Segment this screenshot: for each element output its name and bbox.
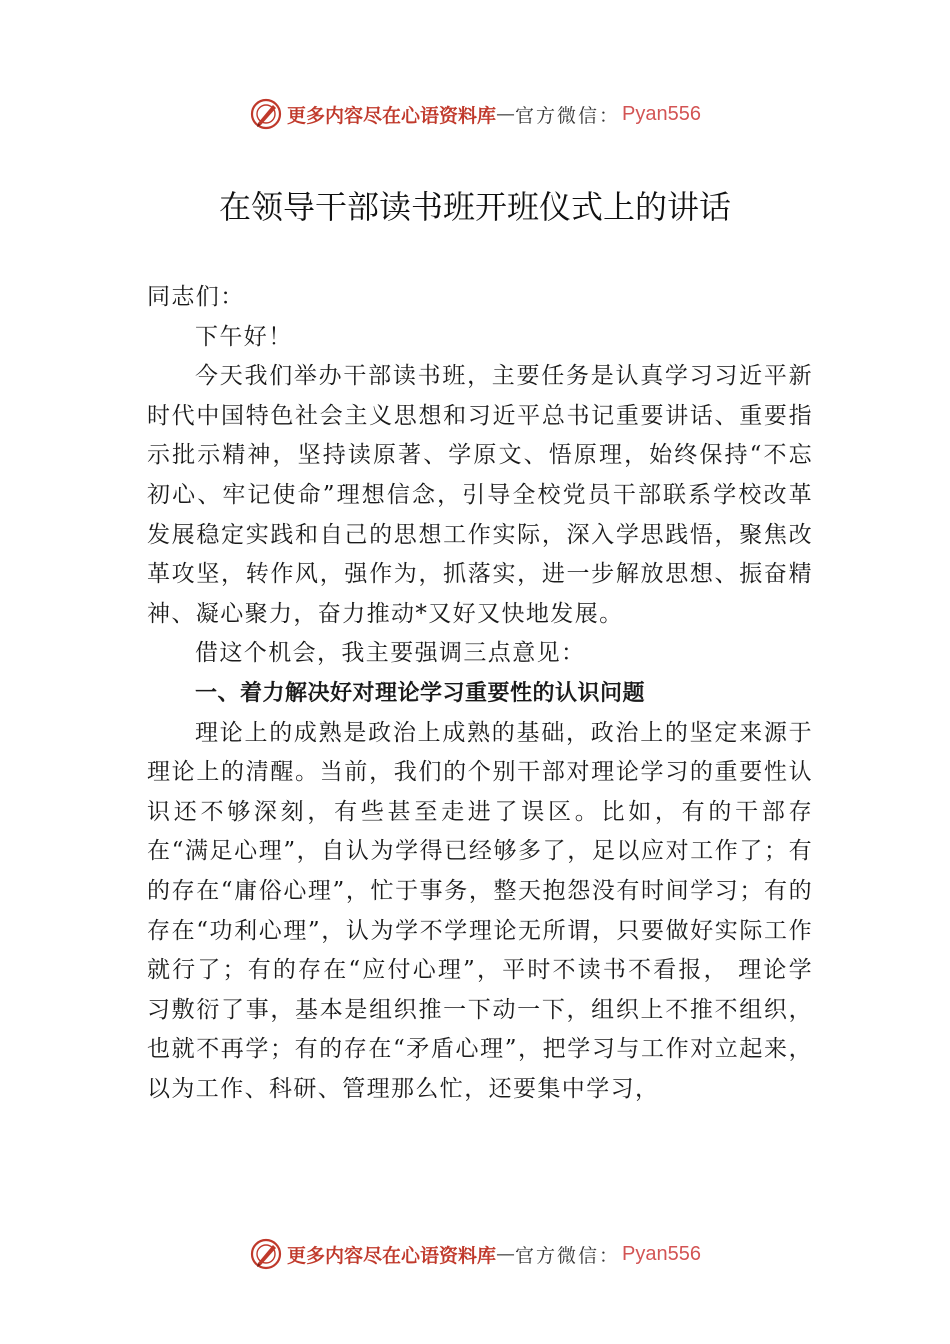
footer-banner — [0, 1234, 950, 1274]
banner-dash: — — [496, 1243, 516, 1265]
document-body — [147, 278, 813, 1109]
document-title: 在领导干部读书班开班仪式上的讲话 — [218, 188, 731, 226]
body-paragraph: 今天我们举办干部读书班，主要任务是认真学习习近平新时代中国特色社会主义思想和习近平总书记重要讲话、重要指示批示精神，坚持读原著、学原文、悟原理，始终保持“不忘初心、牢记使命”理想信念，引导全校党员干部联系学校改革发展稳定实践和自己的思想工作实际，深入学思践悟，聚焦改革攻坚，转作风，强作为，抓落实，进一步解放思想、振奋精神、凝心聚力，奋力推动*又好又快地发展。 — [147, 363, 813, 627]
header-banner — [0, 94, 950, 134]
section-heading: 一、着力解决好对理论学习重要性的认识问题 — [195, 680, 646, 706]
site-name: 更多内容尽在心语资料库 — [287, 1244, 497, 1267]
body-paragraph: 借这个机会，我主要强调三点意见： — [195, 640, 586, 667]
pen-circle-logo-icon — [249, 1237, 283, 1271]
pen-circle-logo-icon — [249, 97, 283, 131]
wechat-id: Pyan556 — [622, 102, 701, 125]
greeting: 下午好！ — [195, 323, 293, 350]
wechat-label: 官方微信： — [515, 1244, 621, 1267]
banner-dash: — — [496, 103, 516, 125]
wechat-id: Pyan556 — [622, 1242, 701, 1265]
site-name: 更多内容尽在心语资料库 — [287, 104, 497, 127]
salutation: 同志们： — [147, 284, 245, 310]
wechat-label: 官方微信： — [515, 104, 621, 127]
body-paragraph: 理论上的成熟是政治上成熟的基础，政治上的坚定来源于理论上的清醒。当前，我们的个别干部对理论学习的重要性认识还不够深刻，有些甚至走进了误区。比如，有的干部存在“满足心理”，自认为学得已经够多了，足以应对工作了；有的存在“庸俗心理”，忙于事务，整天抱怨没有时间学习；有的存在“功利心理”，认为学不学理论无所谓，只要做好实际工作就行了；有的存在“应付心理”，平时不读书不看报， 理论学习敷衍了事，基本是组织推一下动一下，组织上不推不组织，也就不再学；有的存在“矛盾心理”，把学习与工作对立起来，以为工作、科研、管理那么忙，还要集中学习， — [147, 719, 813, 1102]
